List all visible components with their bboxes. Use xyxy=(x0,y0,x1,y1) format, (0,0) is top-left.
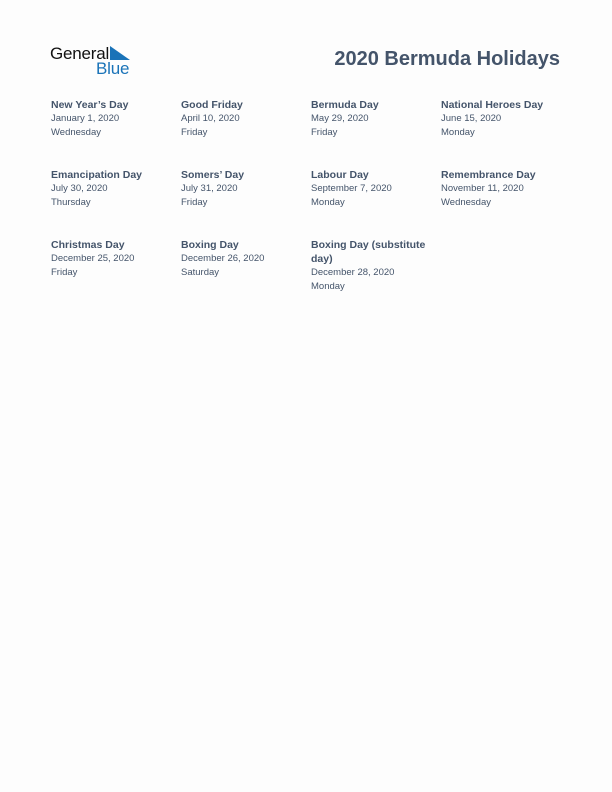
holiday-item xyxy=(441,168,571,210)
logo-triangle-icon xyxy=(110,46,130,60)
holiday-name: Somers’ Day xyxy=(181,169,245,181)
holiday-weekday: Friday xyxy=(51,267,78,278)
holiday-date: December 28, 2020 xyxy=(311,267,395,278)
holiday-date: July 30, 2020 xyxy=(51,183,108,194)
logo-word-blue: Blue xyxy=(96,59,130,78)
holiday-item xyxy=(311,238,429,294)
holiday-item xyxy=(181,168,303,210)
holiday-date: September 7, 2020 xyxy=(311,183,392,194)
holiday-weekday: Monday xyxy=(311,197,345,208)
holiday-name: Bermuda Day xyxy=(311,99,379,111)
holiday-weekday: Saturday xyxy=(181,267,220,278)
holiday-name: Boxing Day xyxy=(181,239,239,251)
holiday-date: November 11, 2020 xyxy=(441,183,524,194)
holiday-weekday: Monday xyxy=(311,281,345,292)
holiday-name: Labour Day xyxy=(311,169,369,181)
holiday-weekday: Wednesday xyxy=(51,127,101,138)
holiday-item xyxy=(311,168,433,210)
holiday-date: April 10, 2020 xyxy=(181,113,240,124)
holiday-weekday: Thursday xyxy=(51,197,91,208)
holiday-item xyxy=(181,98,303,140)
holiday-item xyxy=(181,238,303,280)
holiday-date: May 29, 2020 xyxy=(311,113,369,124)
holiday-name: National Heroes Day xyxy=(441,99,544,111)
holiday-name: New Year’s Day xyxy=(51,99,129,111)
holiday-name: Remembrance Day xyxy=(441,169,536,181)
holiday-item xyxy=(51,98,173,140)
logo-word-general: General xyxy=(50,44,110,63)
holiday-name: Good Friday xyxy=(181,99,243,111)
holiday-date: June 15, 2020 xyxy=(441,113,502,124)
holiday-date: December 26, 2020 xyxy=(181,253,265,264)
holiday-item xyxy=(51,168,173,210)
holiday-date: December 25, 2020 xyxy=(51,253,135,264)
holiday-weekday: Monday xyxy=(441,127,475,138)
brand-logo xyxy=(50,44,134,78)
holiday-item xyxy=(311,98,433,140)
holiday-name: Emancipation Day xyxy=(51,169,143,181)
holiday-weekday: Wednesday xyxy=(441,197,491,208)
holiday-name: Boxing Day (substitute day) xyxy=(311,239,426,265)
holiday-weekday: Friday xyxy=(311,127,338,138)
holiday-date: July 31, 2020 xyxy=(181,183,238,194)
holiday-date: January 1, 2020 xyxy=(51,113,120,124)
holiday-name: Christmas Day xyxy=(51,239,125,251)
holiday-weekday: Friday xyxy=(181,127,208,138)
page-title: 2020 Bermuda Holidays xyxy=(334,48,560,70)
holiday-item xyxy=(441,98,571,140)
holiday-weekday: Friday xyxy=(181,197,208,208)
holiday-item xyxy=(51,238,173,280)
